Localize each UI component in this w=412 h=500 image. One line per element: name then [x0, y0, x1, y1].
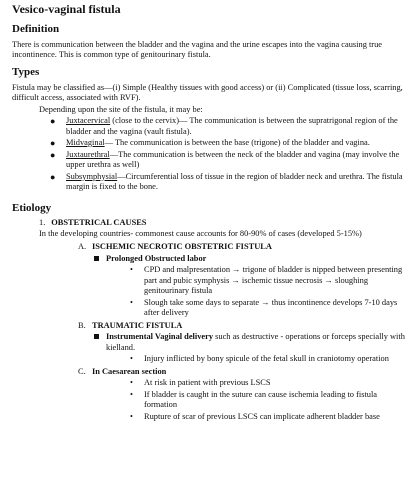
bullet-icon: •: [130, 265, 133, 275]
list-item: [130, 390, 406, 411]
type-term: Midvaginal: [66, 138, 105, 147]
section-a-heading: [78, 242, 406, 253]
types-depends: Depending upon the site of the fistula, it may be:: [39, 104, 203, 114]
subheading-text: such as destructive - operations or forceps specially with kielland.: [106, 332, 405, 352]
subheading-bold: Instrumental Vaginal delivery: [106, 332, 214, 342]
page-title: Vesico-vaginal fistula: [12, 2, 121, 16]
subheading: [94, 254, 406, 265]
cause-number: 1.: [39, 218, 46, 228]
list-item: [50, 172, 406, 193]
section-b-heading: [78, 321, 406, 332]
type-term: Subsymphysial: [66, 171, 118, 181]
list-item-text: CPD and malpresentation → trigone of bladder is nipped between presenting part and pubic symphysis → ischemic tissue necrosis → sloughing genitourinary fistula: [144, 265, 403, 296]
bullet-icon: •: [130, 297, 133, 307]
section-title: ISCHEMIC NECROTIC OBSTETRIC FISTULA: [92, 242, 272, 252]
list-item: [50, 116, 406, 137]
list-item: [50, 150, 406, 171]
definition-text: There is communication between the bladder and the vagina and the urine escapes into the vagina causing true incontinence. This is common type of genitourinary fistula.: [12, 39, 382, 60]
list-item: [130, 298, 406, 319]
type-description: —The communication is between the neck of the bladder and vagina (may involve the upper urethra as well): [66, 149, 400, 169]
bullet-icon: ●: [50, 116, 56, 126]
type-term: Juxtacervical: [66, 116, 111, 125]
type-description: —Circumferential loss of tissue in the region of bladder neck and urethra. The fistula margin is fixed to the bone.: [66, 171, 403, 191]
types-list: [12, 116, 406, 193]
type-description: (close to the cervix)— The communication is between the supratrigonal region of the bladder and the vagina (vault fistula).: [66, 116, 398, 136]
square-bullet-icon: [94, 334, 99, 339]
bullet-icon: ●: [50, 138, 56, 148]
types-intro: Fistula may be classified as—(i) Simple (Healthy tissues with good access) or (ii) Complicated (tissue loss, scarring, difficult access, associated with RVF).: [12, 82, 403, 102]
cause-title: OBSTETRICAL CAUSES: [51, 218, 147, 228]
cause-heading: [39, 218, 406, 229]
list-item: [130, 412, 406, 423]
cause-text: In the developing countries- commonest cause accounts for 80-90% of cases (developed 5-15%): [39, 228, 362, 238]
list-item-text: If bladder is caught in the suture can cause ischemia leading to fistula formation: [144, 389, 378, 410]
section-label: B.: [78, 320, 86, 330]
type-term: Juxtaurethral: [66, 149, 110, 159]
bullet-icon: •: [130, 378, 133, 388]
bullet-icon: ●: [50, 171, 56, 182]
subheading-text: Prolonged Obstructed labor: [106, 253, 207, 263]
list-item-text: Rupture of scar of previous LSCS can implicate adherent bladder base: [144, 411, 380, 421]
type-description: — The communication is between the base (trigone) of the bladder and vagina.: [104, 138, 370, 147]
list-item: [130, 265, 406, 297]
list-item-text: Slough take some days to separate → thus incontinence develops 7-10 days after delivery: [144, 297, 398, 318]
square-bullet-icon: [94, 256, 99, 261]
etiology-heading: Etiology: [12, 201, 52, 214]
list-item-text: Injury inflicted by bony spicule of the fetal skull in craniotomy operation: [144, 354, 389, 364]
types-heading: Types: [12, 65, 40, 78]
list-item: [130, 378, 406, 389]
section-title: In Caesarean section: [92, 366, 167, 376]
section-label: A.: [78, 242, 87, 252]
definition-heading: Definition: [12, 23, 60, 35]
section-c-heading: [78, 367, 406, 378]
bullet-icon: •: [130, 354, 133, 364]
bullet-icon: ●: [50, 149, 56, 160]
section-title: TRAUMATIC FISTULA: [92, 320, 183, 330]
bullet-icon: •: [130, 411, 133, 421]
list-item-text: At risk in patient with previous LSCS: [144, 378, 271, 388]
section-label: C.: [78, 366, 86, 376]
list-item: [50, 138, 406, 149]
bullet-icon: •: [130, 389, 133, 399]
list-item: [130, 354, 406, 365]
subheading: [94, 332, 406, 353]
